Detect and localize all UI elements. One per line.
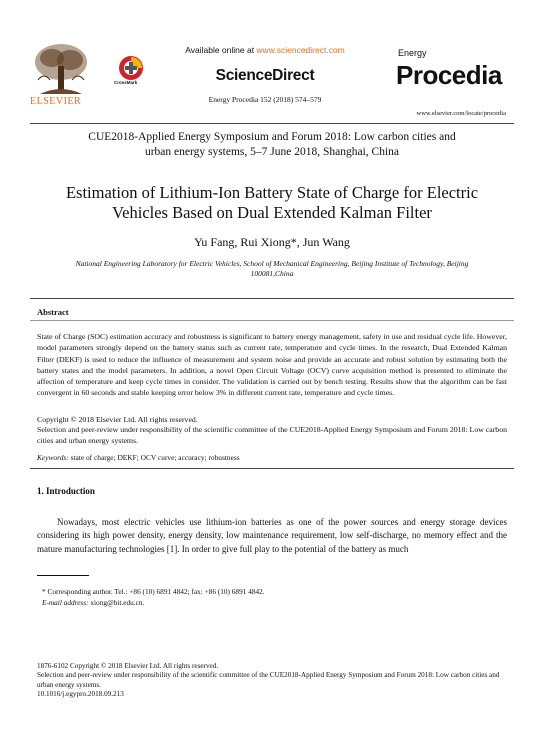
crossmark-icon[interactable] [116,55,146,81]
sciencedirect-title: ScienceDirect [215,67,315,84]
affiliation [50,259,494,279]
abstract-heading: Abstract [37,307,69,317]
header-divider [30,123,514,124]
keywords-label: Keywords: [37,453,69,462]
footer-issn: 1876-6102 Copyright © 2018 Elsevier Ltd. All rights reserved. [37,662,219,670]
journal-logo-big: Procedia [396,60,502,90]
footnote [42,586,502,608]
email-label: E-mail address: [42,598,89,607]
publisher-name: ELSEVIER [30,96,82,107]
article-title [40,183,504,223]
title-line-1: Estimation of Lithium-Ion Battery State of Charge for Electric [65,183,479,202]
peer-review-line: Selection and peer-review under responsibility of the scientific committee of the CUE2018-Applied Energy Symposium and Forum 2018: Low carbon cities and urban energy systems. [37,425,508,445]
copyright-line: Copyright © 2018 Elsevier Ltd. All rights reserved. [37,415,198,424]
copyright-block [37,415,507,446]
title-line-2: Vehicles Based on Dual Extended Kalman Filter [112,203,432,222]
keywords-list: state of charge; DEKF; OCV curve; accuracy; robustness [68,453,240,462]
affiliation-line-2: 100081,China [250,269,294,278]
page-footer [37,662,507,699]
keywords [37,453,507,462]
abstract-body: State of Charge (SOC) estimation accuracy and robustness is significant to battery energy management, safety in use and residual cycle life. However, model parameters strongly depend on the battery status such as current rate, temperature and cycle times. In the research, Dual Extended Kalman Filter (DEKF) is used to reduce the influence of measurement and system noise and provide an accurate and robust solution by estimating both the battery states and the model parameters. In addition, a novel Open Circuit Voltage (OCV) curve acquisition method is presented to eliminate the affection of temperature and keep cycle times in consider. The validation is carried out by bench testing. Results show that the algorithm can be fast convergent in 60 seconds and stable keeping error below 3% in different current rate, temperature and cycle times. [37,332,507,398]
section-heading-introduction: 1. Introduction [37,486,95,496]
conference-line-1: CUE2018-Applied Energy Symposium and Forum 2018: Low carbon cities and [88,131,456,143]
crossmark-label: CrossMark [114,80,138,85]
journal-logo-small: Energy [398,48,427,58]
introduction-body: Nowadays, most electric vehicles use lithium-ion batteries as one of the power sources and energy storage devices considering its high power density, energy density, low maintenance requirement, low self-discharge, no memory effect and the mature manufacturing technologies [1]. In order to give full play to the potential of the battery as much [37,517,507,554]
journal-url[interactable]: www.elsevier.com/locate/procedia [416,110,506,117]
sciencedirect-link[interactable]: www.sciencedirect.com [256,45,345,55]
available-online [150,45,380,55]
footer-review: Selection and peer-review under responsibility of the scientific committee of the CUE2018-Applied Energy Symposium and Forum 2018: Low carbon cities and urban energy systems. [37,671,500,689]
available-prefix: Available online at [185,45,257,55]
email-line [42,597,502,608]
authors: Yu Fang, Rui Xiong*, Jun Wang [194,235,350,249]
footnote-divider [37,575,89,576]
conference-info [40,130,504,160]
abstract-heading-divider [30,320,514,321]
affiliation-line-1: National Engineering Laboratory for Electric Vehicles, School of Mechanical Engineering, Beijing Institute of Technology, Beijing [75,259,469,268]
footer-doi[interactable]: 10.1016/j.egypro.2018.09.213 [37,689,124,698]
journal-reference: Energy Procedia 152 (2018) 574–579 [208,95,322,104]
conference-line-2: urban energy systems, 5–7 June 2018, Shanghai, China [144,146,400,158]
abstract-top-divider [30,298,514,299]
email-address[interactable]: xiong@bit.edu.cn. [88,598,145,607]
abstract-bottom-divider [30,468,514,469]
corresponding-author: * Corresponding author. Tel.: +86 (10) 6891 4842; fax: +86 (10) 6891 4842. [42,587,265,596]
